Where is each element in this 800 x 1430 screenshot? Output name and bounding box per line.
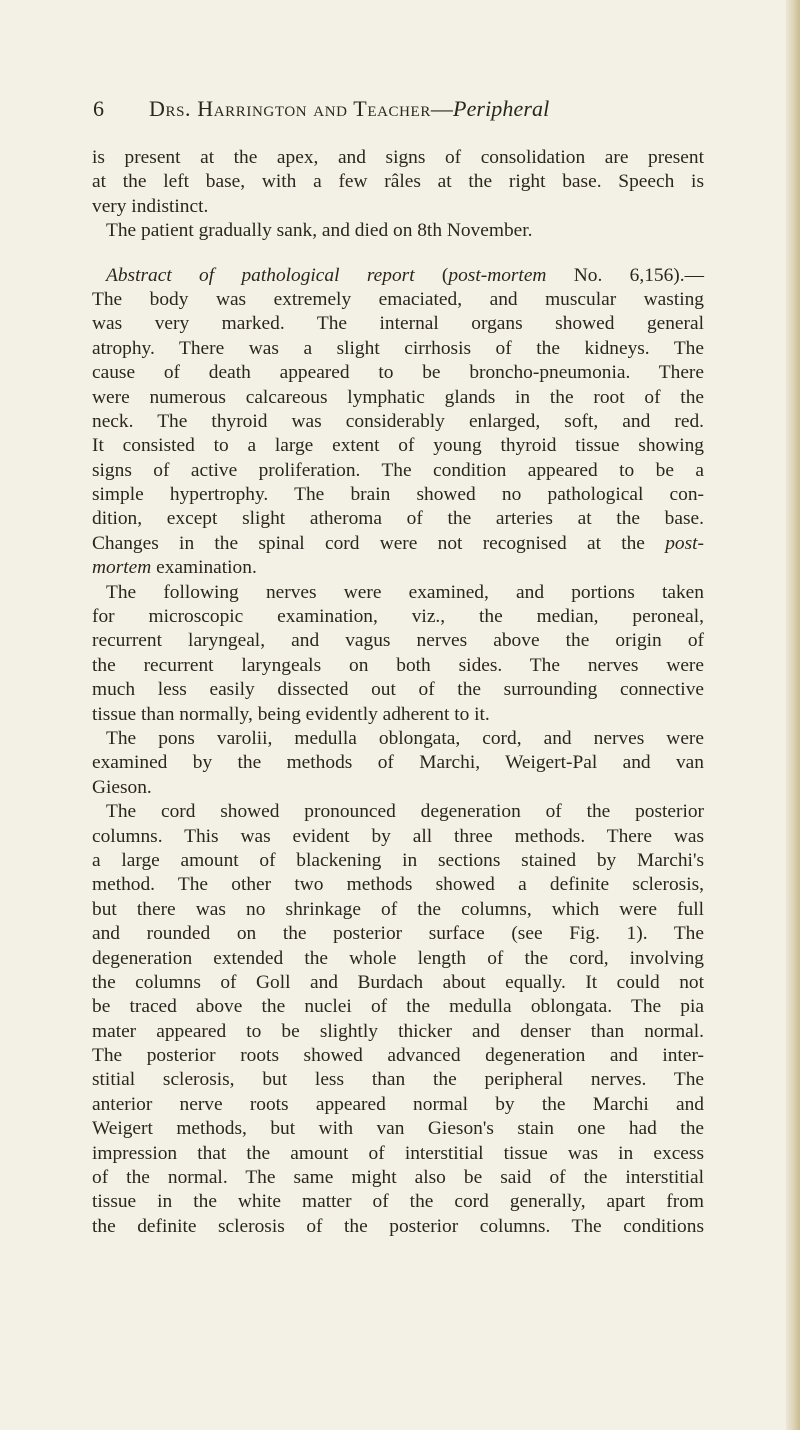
italic-run: Abstract of pathological report xyxy=(106,264,415,286)
text-line: examined by the methods of Marchi, Weigert-Pal and van xyxy=(92,752,704,774)
roman-run: examination. xyxy=(151,557,257,579)
text-line: tissue than normally, being evidently adherent to it. xyxy=(92,703,490,725)
text-line: tissue in the white matter of the cord generally, apart from xyxy=(92,1191,704,1213)
text-line: method. The other two methods showed a definite sclerosis, xyxy=(92,874,704,896)
page-number: 6 xyxy=(93,96,104,121)
text-line: It consisted to a large extent of young thyroid tissue showing xyxy=(92,435,704,457)
text-line: neck. The thyroid was considerably enlarged, soft, and red. xyxy=(92,410,704,432)
text-line: anterior nerve roots appeared normal by the Marchi and xyxy=(92,1093,704,1115)
text-line: The body was extremely emaciated, and muscular wasting xyxy=(92,288,704,310)
italic-run: post-mortem xyxy=(448,264,547,286)
text-line: The posterior roots showed advanced degeneration and inter- xyxy=(92,1045,704,1067)
text-line: atrophy. There was a slight cirrhosis of the kidneys. The xyxy=(92,337,704,359)
roman-run: ( xyxy=(414,264,449,286)
text-line: The following nerves were examined, and portions taken xyxy=(106,581,704,603)
text-line: signs of active proliferation. The condition appeared to be a xyxy=(92,459,704,481)
roman-run: Changes in the spinal cord were not recognised at the xyxy=(92,532,666,554)
text-line: Weigert methods, but with van Gieson's stain one had the xyxy=(92,1118,704,1140)
italic-run: mortem xyxy=(92,557,152,579)
text-line: were numerous calcareous lymphatic glands in the root of the xyxy=(92,386,704,408)
text-line: be traced above the nuclei of the medulla oblongata. The pia xyxy=(92,996,704,1018)
text-line: columns. This was evident by all three methods. There was xyxy=(92,825,704,847)
running-title-italic: Peripheral xyxy=(453,96,550,121)
running-head xyxy=(93,94,733,124)
italic-run: post- xyxy=(665,532,704,554)
text-line: impression that the amount of interstitial tissue was in excess xyxy=(92,1142,704,1164)
text-line: stitial sclerosis, but less than the peripheral nerves. The xyxy=(92,1069,704,1091)
text-line: mater appeared to be slightly thicker and denser than normal. xyxy=(92,1020,704,1042)
text-line: The patient gradually sank, and died on 8th November. xyxy=(106,220,533,242)
text-line: degeneration extended the whole length of the cord, involving xyxy=(92,947,704,969)
running-title-dash: — xyxy=(430,96,454,121)
text-line: very indistinct. xyxy=(92,195,209,217)
page-edge-shadow xyxy=(786,0,800,1430)
text-line: recurrent laryngeal, and vagus nerves above the origin of xyxy=(92,630,704,652)
text-line: a large amount of blackening in sections stained by Marchi's xyxy=(92,849,704,871)
text-line: dition, except slight atheroma of the arteries at the base. xyxy=(92,508,704,530)
text-line: The cord showed pronounced degeneration of the posterior xyxy=(106,801,704,823)
text-line: the recurrent laryngeals on both sides. The nerves were xyxy=(92,654,704,676)
text-line: the definite sclerosis of the posterior columns. The conditions xyxy=(92,1215,704,1237)
roman-run: No. 6,156).— xyxy=(546,264,704,286)
text-line: and rounded on the posterior surface (see Fig. 1). The xyxy=(92,923,704,945)
text-line: for microscopic examination, viz., the median, peroneal, xyxy=(92,606,704,628)
text-line xyxy=(92,264,704,288)
running-title-authors: Drs. Harrington and Teacher xyxy=(149,96,431,121)
text-line xyxy=(92,532,704,556)
text-line: at the left base, with a few râles at the right base. Speech is xyxy=(92,171,704,193)
body-text xyxy=(92,146,704,1239)
running-title xyxy=(149,94,549,124)
text-line: simple hypertrophy. The brain showed no pathological con- xyxy=(92,484,704,506)
text-line: cause of death appeared to be broncho-pneumonia. There xyxy=(92,362,704,384)
text-line: much less easily dissected out of the surrounding connective xyxy=(92,679,704,701)
text-line xyxy=(92,556,704,580)
text-line: was very marked. The internal organs showed general xyxy=(92,313,704,335)
text-line: is present at the apex, and signs of consolidation are present xyxy=(92,147,704,168)
text-line: the columns of Goll and Burdach about equally. It could not xyxy=(92,971,704,993)
text-line: but there was no shrinkage of the columns, which were full xyxy=(92,898,704,920)
text-line: Gieson. xyxy=(92,776,152,798)
text-line: The pons varolii, medulla oblongata, cord, and nerves were xyxy=(106,727,704,749)
text-line: of the normal. The same might also be said of the interstitial xyxy=(92,1167,704,1189)
